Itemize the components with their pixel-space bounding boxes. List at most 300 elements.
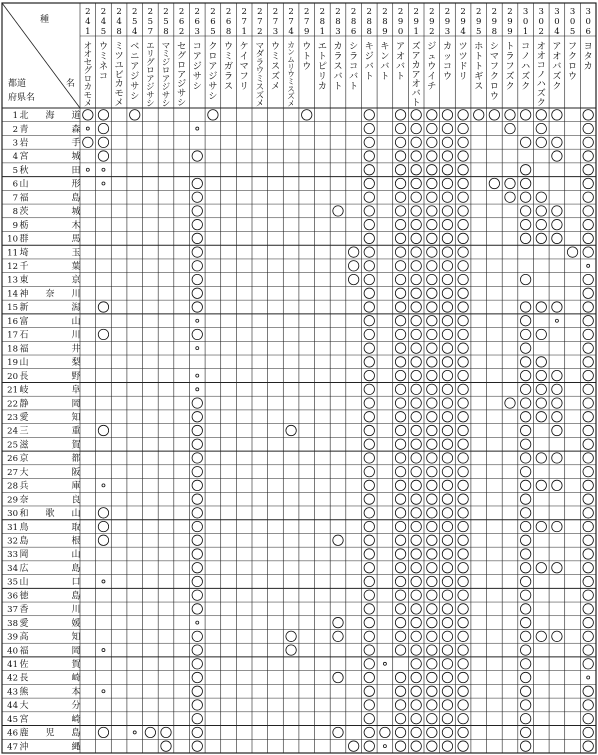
prefecture-number: 17 — [7, 330, 18, 341]
breeding-mark — [364, 151, 374, 161]
breeding-mark — [427, 370, 437, 380]
breeding-mark — [583, 178, 593, 188]
species-name-char: バ — [552, 62, 562, 72]
species-code-digit: 3 — [335, 27, 341, 37]
species-code-digit: 3 — [538, 7, 544, 17]
breeding-mark — [411, 549, 421, 559]
species-name-char: ロ — [161, 65, 171, 75]
breeding-mark — [395, 343, 405, 353]
prefecture-name-char: 知 — [71, 632, 81, 643]
breeding-mark — [458, 508, 468, 518]
table-row — [7, 658, 593, 670]
breeding-mark — [536, 631, 546, 641]
species-code-digit: 2 — [163, 7, 169, 17]
breeding-mark — [286, 425, 296, 435]
breeding-mark — [427, 617, 437, 627]
breeding-mark — [427, 302, 437, 312]
species-code-digit: 1 — [241, 27, 247, 37]
breeding-mark — [458, 453, 468, 463]
breeding-mark — [364, 110, 374, 120]
species-name-char: ト — [380, 72, 390, 82]
species-name-char: ジ — [161, 81, 171, 92]
breeding-mark — [395, 137, 405, 147]
breeding-mark — [520, 535, 530, 545]
breeding-mark — [192, 178, 202, 188]
species-code-digit: 8 — [491, 27, 498, 37]
breeding-mark — [427, 631, 437, 641]
table-row — [13, 150, 594, 162]
breeding-mark — [583, 480, 593, 490]
breeding-mark — [411, 494, 421, 504]
breeding-mark — [411, 316, 421, 326]
breeding-mark — [395, 206, 405, 216]
breeding-mark — [552, 631, 562, 641]
prefecture-name-char: 広 — [19, 563, 29, 574]
breeding-mark — [192, 192, 202, 202]
prefecture-name-char: 埼 — [19, 248, 29, 259]
breeding-mark — [536, 192, 546, 202]
prefecture-name-char: 城 — [71, 152, 81, 163]
breeding-mark — [442, 535, 452, 545]
breeding-mark — [192, 247, 202, 257]
breeding-mark — [536, 137, 546, 147]
breeding-mark — [395, 178, 405, 188]
breeding-mark — [520, 617, 530, 627]
species-name-char: サ — [130, 82, 140, 92]
breeding-mark — [192, 425, 202, 435]
species-name-char: ク — [552, 82, 562, 92]
breeding-mark — [552, 151, 562, 161]
breeding-mark — [458, 370, 468, 380]
breeding-mark — [411, 686, 421, 696]
prefecture-name-char: 石 — [19, 330, 29, 341]
breeding-mark — [192, 604, 202, 614]
prefecture-number: 34 — [7, 563, 18, 574]
species-name-char: ツ — [114, 51, 124, 62]
species-name-char: サ — [192, 72, 202, 82]
species-name-char: ズ — [287, 91, 295, 101]
species-name-char: ク — [568, 52, 578, 62]
species-name-char: ガ — [224, 62, 234, 72]
table-row — [7, 521, 593, 533]
breeding-mark — [98, 727, 108, 737]
prefecture-name-char: 山 — [19, 179, 29, 190]
prefecture-number: 33 — [7, 550, 18, 561]
breeding-mark — [442, 631, 452, 641]
record-mark — [102, 168, 105, 171]
breeding-mark — [583, 686, 593, 696]
prefecture-number: 3 — [12, 138, 18, 149]
breeding-mark — [536, 370, 546, 380]
prefecture-name-char: 和 — [19, 509, 29, 520]
species-code-digit: 7 — [147, 27, 154, 37]
breeding-mark — [395, 549, 405, 559]
species-code-digit: 0 — [569, 17, 576, 27]
breeding-mark — [458, 178, 468, 188]
prefecture-name-char: 三 — [19, 426, 29, 437]
breeding-mark — [442, 466, 452, 476]
species-name-char: オ — [83, 48, 92, 59]
species-name-char: ズ — [270, 72, 280, 82]
breeding-mark — [489, 178, 499, 188]
breeding-mark — [411, 645, 421, 655]
prefecture-number: 42 — [7, 673, 18, 684]
species-name-char: ロ — [208, 52, 218, 62]
breeding-mark — [411, 370, 421, 380]
prefecture-name-char: 媛 — [71, 618, 81, 629]
breeding-mark — [98, 151, 108, 161]
species-name-char: モ — [114, 89, 124, 100]
species-code-digit: 5 — [147, 17, 154, 27]
breeding-mark — [505, 398, 515, 408]
table-row — [7, 370, 593, 381]
breeding-mark — [364, 302, 374, 312]
breeding-mark — [583, 741, 593, 751]
breeding-mark — [583, 192, 593, 202]
species-name-char: メ — [270, 82, 280, 92]
species-code-digit: 8 — [225, 27, 232, 37]
species-name-char: ア — [192, 52, 202, 62]
species-name-char: フ — [505, 62, 515, 72]
prefecture-name-char: 野 — [71, 371, 81, 382]
record-mark — [383, 745, 386, 748]
table-row — [7, 685, 593, 697]
breeding-mark — [442, 672, 452, 682]
table-row — [13, 219, 594, 231]
breeding-mark — [98, 425, 108, 435]
species-name-char: ミ — [161, 48, 171, 59]
species-name-char: コ — [536, 60, 546, 71]
breeding-mark — [583, 219, 593, 229]
breeding-mark — [411, 713, 421, 723]
breeding-mark — [411, 398, 421, 408]
breeding-mark — [427, 233, 437, 243]
species-name-char: ズ — [552, 72, 562, 82]
breeding-mark — [364, 233, 374, 243]
breeding-mark — [520, 398, 530, 408]
prefecture-name-char: 栃 — [19, 220, 29, 231]
breeding-mark — [364, 521, 374, 531]
prefecture-number: 21 — [7, 385, 18, 396]
breeding-mark — [427, 219, 437, 229]
breeding-mark — [583, 247, 593, 257]
prefecture-name-char: 島 — [19, 536, 29, 547]
species-code-digit: 9 — [507, 17, 513, 27]
species-name-char: バ — [349, 72, 359, 82]
breeding-mark — [427, 137, 437, 147]
breeding-mark — [364, 219, 374, 229]
prefecture-name-char: 山 — [71, 550, 81, 561]
species-code-digit: 5 — [163, 17, 169, 27]
breeding-mark — [520, 165, 530, 175]
species-name-char: フ — [239, 72, 249, 82]
breeding-mark — [442, 425, 452, 435]
prefecture-name-char: 福 — [19, 193, 29, 204]
breeding-mark — [583, 425, 593, 435]
breeding-mark — [364, 357, 374, 367]
breeding-mark — [520, 645, 530, 655]
breeding-mark — [458, 110, 468, 120]
species-code-digit: 2 — [413, 7, 419, 17]
prefecture-name-char: 分 — [71, 701, 81, 712]
breeding-mark — [427, 261, 437, 271]
breeding-mark — [520, 727, 530, 737]
species-name-char: ホ — [474, 42, 484, 52]
prefecture-name-char: 手 — [71, 138, 81, 149]
species-name-char: バ — [396, 62, 406, 72]
prefecture-number: 45 — [7, 714, 18, 725]
breeding-mark — [427, 343, 437, 353]
species-name-char: カ — [317, 82, 327, 92]
breeding-mark — [192, 713, 202, 723]
species-name-char: イ — [239, 52, 249, 62]
table-row — [7, 466, 593, 478]
breeding-mark — [442, 453, 452, 463]
species-name-char: ビ — [114, 70, 124, 81]
breeding-mark — [583, 137, 593, 147]
prefecture-name-char: 潟 — [71, 303, 81, 314]
breeding-mark — [442, 192, 452, 202]
species-code-digit: 2 — [444, 7, 451, 17]
breeding-mark — [505, 192, 515, 202]
breeding-mark — [192, 672, 202, 682]
breeding-mark — [192, 645, 202, 655]
breeding-mark — [411, 672, 421, 682]
prefecture-name-char: 愛 — [19, 412, 29, 423]
prefecture-name-char: 福 — [19, 646, 29, 657]
prefecture-number: 30 — [7, 509, 18, 520]
species-code-digit: 5 — [210, 27, 216, 37]
species-code-digit: 2 — [429, 27, 435, 37]
breeding-mark — [411, 425, 421, 435]
species-name-char: シ — [177, 98, 187, 109]
breeding-mark — [364, 398, 374, 408]
breeding-mark — [442, 151, 452, 161]
prefecture-name-char: 岡 — [71, 646, 81, 657]
breeding-mark — [395, 700, 405, 710]
prefecture-name-char: 島 — [71, 193, 81, 204]
species-name-char: サ — [208, 82, 218, 92]
breeding-mark — [364, 494, 374, 504]
breeding-mark — [192, 576, 202, 586]
species-name-char: ズ — [505, 72, 515, 82]
breeding-mark — [364, 384, 374, 394]
species-name-char: リ — [239, 82, 249, 92]
breeding-mark — [192, 727, 202, 737]
species-code-digit: 4 — [554, 27, 560, 37]
breeding-mark — [442, 398, 452, 408]
breeding-mark — [395, 727, 405, 737]
prefecture-name-char: 群 — [19, 234, 29, 245]
species-code-digit: 2 — [210, 7, 216, 17]
breeding-mark — [442, 343, 452, 353]
species-name-char: マ — [239, 62, 249, 72]
breeding-mark — [583, 165, 593, 175]
record-mark — [102, 182, 105, 185]
breeding-mark — [364, 165, 374, 175]
corner-species-label: 種 — [40, 15, 50, 25]
prefecture-name-char: 高 — [19, 632, 29, 643]
table-row — [7, 315, 593, 327]
breeding-mark — [583, 288, 593, 298]
breeding-mark — [583, 233, 593, 243]
prefecture-name-char: 山 — [19, 577, 29, 588]
table-row — [7, 411, 593, 423]
table-row — [7, 233, 593, 245]
species-code-digit: 2 — [272, 7, 279, 17]
breeding-mark — [395, 521, 405, 531]
species-name-char: ウ — [489, 92, 499, 102]
breeding-mark — [411, 343, 421, 353]
breeding-mark — [583, 316, 593, 326]
species-code-digit: 6 — [585, 27, 591, 37]
species-name-char: バ — [364, 62, 374, 72]
species-name-char: ミ — [114, 42, 124, 52]
breeding-mark — [192, 659, 202, 669]
prefecture-number: 38 — [7, 618, 18, 629]
prefecture-name-char: 葉 — [71, 262, 81, 273]
species-code-digit: 8 — [366, 27, 372, 37]
table-row — [7, 713, 593, 725]
breeding-mark — [427, 549, 437, 559]
species-name-char: カ — [287, 40, 295, 50]
breeding-mark — [442, 357, 452, 367]
breeding-mark — [583, 357, 593, 367]
breeding-mark — [286, 645, 296, 655]
breeding-mark — [192, 521, 202, 531]
breeding-mark — [583, 645, 593, 655]
prefecture-name-char: 梨 — [71, 358, 81, 369]
prefecture-name-char: 千 — [19, 262, 29, 273]
species-name-char: サ — [146, 89, 155, 100]
breeding-mark — [427, 329, 437, 339]
prefecture-name-char: 道 — [71, 111, 81, 122]
species-code-digit: 3 — [272, 27, 279, 37]
breeding-mark — [192, 302, 202, 312]
breeding-mark — [427, 110, 437, 120]
breeding-mark — [395, 453, 405, 463]
table-row — [13, 109, 594, 121]
breeding-mark — [427, 384, 437, 394]
prefecture-name-char: 青 — [19, 124, 29, 135]
breeding-mark — [130, 110, 140, 120]
species-code-digit: 2 — [178, 27, 185, 37]
breeding-mark — [98, 137, 108, 147]
breeding-mark — [427, 178, 437, 188]
species-name-char: ベ — [130, 42, 140, 52]
prefecture-name-char: 崎 — [71, 673, 81, 684]
species-name-char: ス — [270, 62, 280, 72]
prefecture-name-char: 香 — [19, 605, 29, 616]
breeding-mark — [192, 549, 202, 559]
table-row — [13, 123, 594, 135]
species-name-char: ジ — [146, 81, 155, 92]
breeding-mark — [583, 110, 593, 120]
prefecture-name-char: 玉 — [71, 248, 81, 259]
breeding-mark — [364, 316, 374, 326]
breeding-mark — [520, 590, 530, 600]
prefecture-number: 9 — [12, 220, 18, 231]
species-name-char: ト — [474, 52, 484, 62]
species-name-char: ウ — [302, 42, 312, 52]
table-row — [7, 493, 593, 505]
breeding-mark — [536, 521, 546, 531]
breeding-mark — [395, 480, 405, 490]
table-row — [13, 164, 594, 176]
table-row — [7, 740, 593, 752]
breeding-mark — [458, 466, 468, 476]
prefecture-number: 10 — [7, 234, 18, 245]
breeding-mark — [442, 316, 452, 326]
species-name-char: バ — [411, 89, 421, 100]
breeding-mark — [520, 233, 530, 243]
prefecture-number: 43 — [7, 687, 18, 698]
prefecture-name-char: 山 — [71, 316, 81, 327]
breeding-mark — [161, 727, 171, 737]
prefecture-name-char: 都 — [71, 454, 81, 465]
breeding-mark — [442, 494, 452, 504]
breeding-mark — [442, 274, 452, 284]
breeding-mark — [364, 604, 374, 614]
breeding-mark — [489, 110, 499, 120]
breeding-mark — [98, 123, 108, 133]
breeding-mark — [583, 412, 593, 422]
breeding-mark — [458, 535, 468, 545]
species-name-char: ツ — [458, 52, 468, 62]
species-name-char: カ — [114, 79, 124, 90]
species-name-char: ロ — [146, 65, 155, 75]
breeding-mark — [411, 659, 421, 669]
breeding-mark — [458, 165, 468, 175]
breeding-mark — [520, 110, 530, 120]
breeding-mark — [536, 219, 546, 229]
species-name-char: カ — [442, 42, 452, 52]
breeding-mark — [442, 302, 452, 312]
species-name-char: ヨ — [583, 42, 593, 52]
breeding-mark — [395, 274, 405, 284]
breeding-mark — [411, 288, 421, 298]
breeding-mark — [83, 137, 93, 147]
breeding-mark — [364, 412, 374, 422]
record-mark — [102, 484, 105, 487]
species-name-char: チ — [427, 82, 437, 92]
species-code-digit: 9 — [507, 27, 513, 37]
breeding-mark — [536, 329, 546, 339]
species-code-digit: 1 — [413, 27, 419, 37]
species-name-char: ッ — [442, 52, 452, 62]
breeding-mark — [520, 659, 530, 669]
breeding-mark — [145, 727, 155, 737]
breeding-mark — [427, 274, 437, 284]
breeding-mark — [411, 247, 421, 257]
species-name-char: リ — [317, 72, 327, 82]
species-code-digit: 2 — [178, 7, 185, 17]
species-name-char: ラ — [505, 52, 515, 62]
breeding-mark — [427, 439, 437, 449]
breeding-mark — [411, 617, 421, 627]
record-mark — [383, 662, 386, 665]
species-code-digit: 1 — [319, 27, 326, 37]
species-name-char: ツ — [458, 42, 468, 52]
species-name-char: ト — [505, 42, 515, 52]
table-row — [7, 507, 593, 519]
prefecture-name-char: 川 — [71, 605, 81, 616]
species-code-digit: 2 — [257, 7, 263, 17]
species-code-digit: 6 — [194, 17, 200, 27]
breeding-mark — [427, 645, 437, 655]
species-name-char: コ — [349, 62, 359, 72]
species-name-char: ロ — [83, 73, 92, 84]
